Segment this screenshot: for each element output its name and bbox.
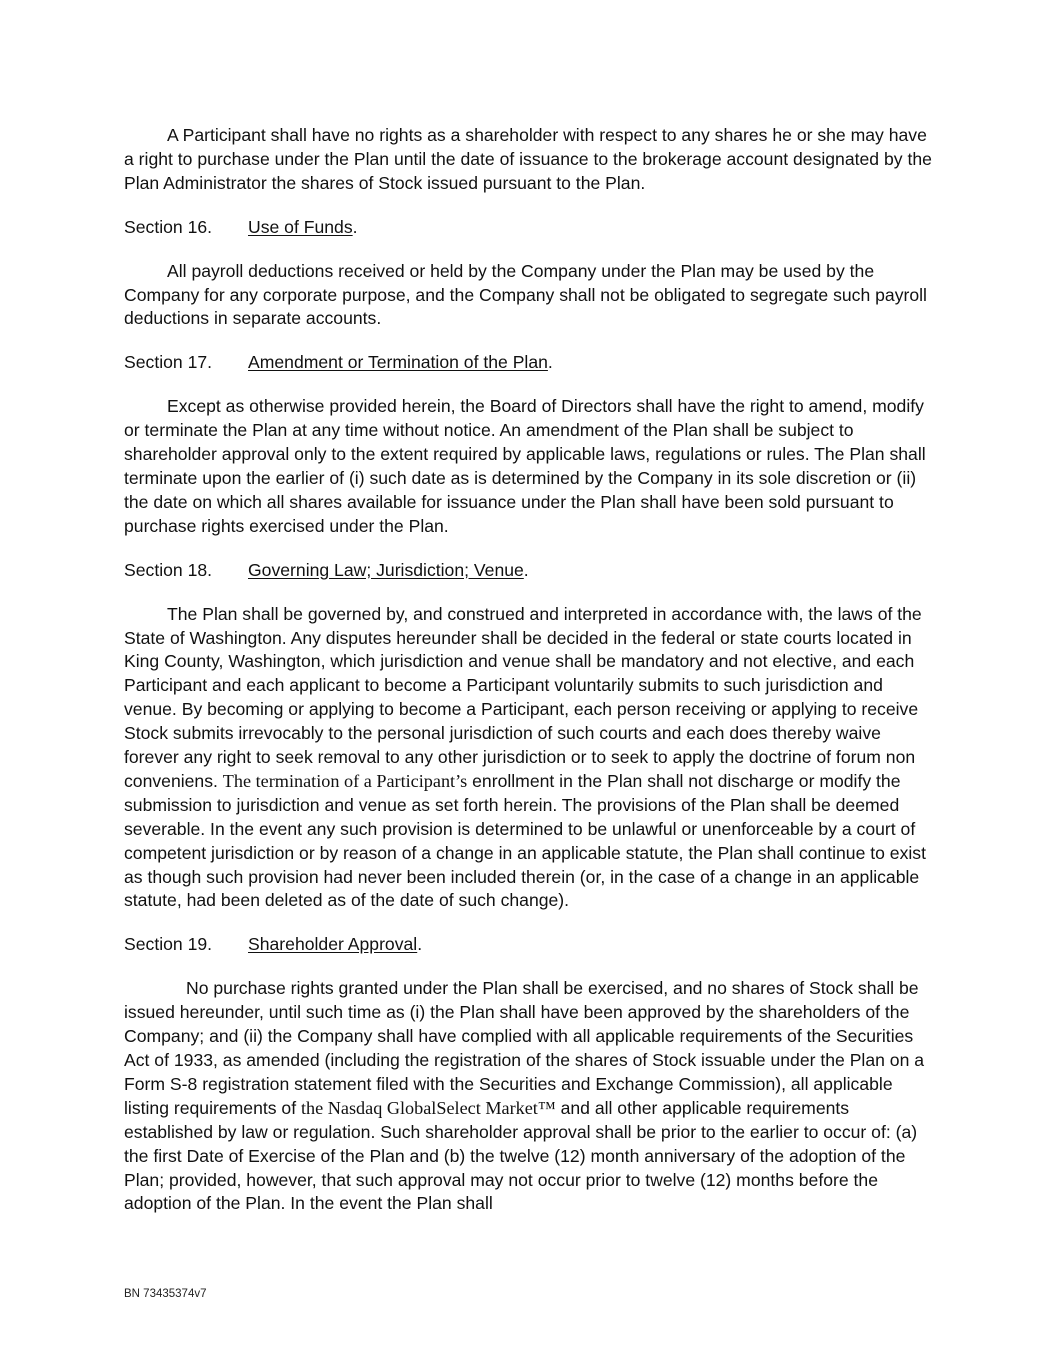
section-17-period: .	[547, 352, 553, 373]
governing-law-text-a: The Plan shall be governed by, and construed and interpreted in accordance with, the laws of the State of Washington. Any disputes hereunder shall be decided in the federal or state courts located in King County, Washington, which jurisdiction and venue shall be mandatory and not elective, and each Participant and each applicant to become a Participant voluntarily submits to such jurisdiction and venue. By becoming or applying to become a Participant, each person receiving or applying to receive Stock submits irrevocably to the personal jurisdiction of such courts and each does thereby waive forever any right to seek removal to any other jurisdiction or to seek to apply the doctrine of forum non conveniens.	[124, 603, 922, 791]
section-17-number: Section 17.	[124, 352, 213, 373]
section-16-heading	[124, 216, 936, 240]
section-19-heading	[124, 933, 936, 957]
governing-law-text-b: The termination of a Participant’s	[222, 770, 468, 791]
paragraph-use-of-funds: All payroll deductions received or held by the Company under the Plan may be used by the Company for any corporate purpose, and the Company shall not be obligated to segregate such payroll deductions in separate accounts.	[124, 260, 927, 329]
paragraph-shareholder-rights: A Participant shall have no rights as a shareholder with respect to any shares he or she may have a right to purchase under the Plan until the date of issuance to the brokerage account designated by the Plan Administrator the shares of Stock issued pursuant to the Plan.	[124, 125, 932, 193]
shareholder-approval-text-b: the Nasdaq GlobalSelect Market™	[301, 1097, 556, 1118]
paragraph-shareholder-approval	[124, 977, 936, 1216]
paragraph-governing-law	[124, 603, 936, 914]
section-17-heading	[124, 351, 936, 375]
section-16-title: Use of Funds	[248, 216, 353, 237]
shareholder-approval-text-c: and all other applicable requirements established by law or regulation. Such shareholder approval shall be prior to the earlier to occur of: (a) the first Date of Exercise of the Plan and (b) the twelve (12) month anniversary of the adoption of the Plan; provided, however, that such approval may not occur prior to twelve (12) months before the adoption of the Plan. In the event the Plan shall	[124, 1097, 918, 1214]
section-18-period: .	[523, 559, 529, 580]
document-id-footer: BN 73435374v7	[124, 1288, 207, 1300]
section-18-heading	[124, 559, 936, 583]
governing-law-text-c: enrollment in the Plan shall not discharge or modify the submission to jurisdiction and venue as set forth herein. The provisions of the Plan shall be deemed severable. In the event any such provision is determined to be unlawful or unenforceable by a court of competent jurisdiction or by reason of a change in an applicable statute, the Plan shall continue to exist as though such provision had never been included therein (or, in the case of a change in an applicable statute, had been deleted as of the date of such change).	[124, 770, 926, 911]
section-18-number: Section 18.	[124, 559, 213, 580]
section-19-period: .	[417, 934, 423, 955]
shareholder-approval-text-a: No purchase rights granted under the Plan shall be exercised, and no shares of Stock shall be issued hereunder, until such time as (i) the Plan shall have been approved by the shareholders of the Company; and (ii) the Company shall have complied with all applicable requirements of the Securities Act of 1933, as amended (including the registration of the shares of Stock issuable under the Plan on a Form S-8 registration statement filed with the Securities and Exchange Commission), all applicable listing requirements of	[124, 978, 925, 1118]
section-19-title: Shareholder Approval	[248, 934, 418, 955]
section-16-period: .	[352, 216, 358, 237]
section-16-number: Section 16.	[124, 216, 213, 237]
section-19-number: Section 19.	[124, 934, 213, 955]
section-18-title: Governing Law; Jurisdiction; Venue	[248, 559, 524, 580]
section-17-title: Amendment or Termination of the Plan	[248, 352, 548, 373]
paragraph-amendment-termination: Except as otherwise provided herein, the Board of Directors shall have the right to amend, modify or terminate the Plan at any time without notice. An amendment of the Plan shall be subject to shareholder approval only to the extent required by applicable laws, regulations or rules. The Plan shall terminate upon the earlier of (i) such date as is determined by the Company in its sole discretion or (ii) the date on which all shares available for issuance under the Plan shall have been sold pursuant to purchase rights exercised under the Plan.	[124, 396, 926, 536]
document-body	[124, 124, 936, 1216]
